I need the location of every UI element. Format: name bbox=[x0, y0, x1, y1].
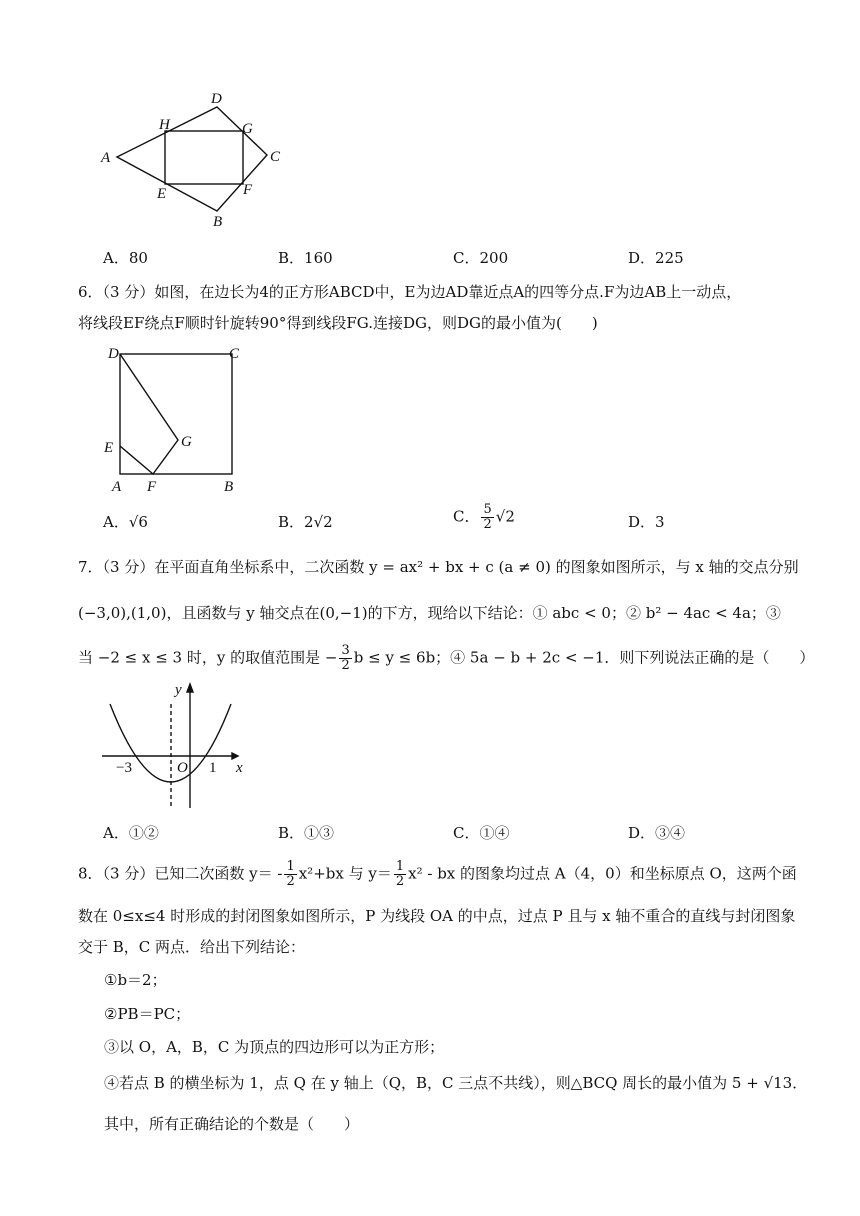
q6-option-c-suffix: √2 bbox=[495, 507, 515, 526]
y-axis-arrow bbox=[187, 684, 193, 692]
q6-text-line1: 6．（3 分）如图，在边长为4的正方形ABCD中，E为边AD靠近点A的四等分点.F为边AB上一动点， bbox=[78, 283, 742, 301]
x-axis-label: x bbox=[236, 760, 243, 776]
tick-neg3: −3 bbox=[116, 760, 132, 776]
q6-text-line2: 将线段EF绕点F顺时针旋转90°得到线段FG.连接DG，则DG的最小值为( ) bbox=[78, 314, 598, 332]
fraction-denominator: 2 bbox=[483, 517, 492, 532]
tick-1: 1 bbox=[209, 760, 217, 776]
q8-conclusion-2: ②PB＝PC； bbox=[104, 1005, 191, 1023]
square-figure bbox=[100, 342, 250, 492]
label-G: G bbox=[242, 121, 253, 137]
segments-e-f-g-d bbox=[120, 354, 178, 474]
label-B: B bbox=[224, 479, 234, 492]
fraction bbox=[394, 860, 406, 889]
q7-text-line2: (−3,0),(1,0)，且函数与 y 轴交点在(0,−1)的下方，现给以下结论：① abc < 0；② b² − 4ac < 4a；③ bbox=[78, 604, 781, 622]
fraction-denominator: 2 bbox=[286, 874, 295, 889]
fraction-denominator: 2 bbox=[395, 874, 405, 889]
q6-option-d[interactable]: D．3 bbox=[628, 513, 665, 531]
label-E: E bbox=[157, 186, 167, 202]
square-abcd bbox=[120, 354, 232, 474]
origin-label: O bbox=[177, 760, 188, 776]
label-D: D bbox=[211, 91, 222, 107]
label-C: C bbox=[270, 149, 281, 165]
q8-text-line3: 交于 B，C 两点．给出下列结论： bbox=[78, 938, 306, 956]
q8-conclusion-3: ③以 O，A，B，C 为顶点的四边形可以为正方形； bbox=[104, 1038, 445, 1056]
label-F: F bbox=[243, 182, 253, 198]
q8-conclusion-1: ①b＝2； bbox=[104, 971, 167, 989]
label-H: H bbox=[159, 117, 170, 133]
label-E: E bbox=[104, 440, 114, 456]
fraction-numerator: 1 bbox=[395, 859, 405, 874]
q8-line1-part-b: x²+bx 与 y＝ bbox=[298, 864, 392, 883]
fraction-numerator: 3 bbox=[341, 643, 350, 658]
q7-line3-suffix: b ≤ y ≤ 6b；④ 5a − b + 2c < −1．则下列说法正确的是（ ） bbox=[353, 648, 815, 667]
q7-text-line3 bbox=[78, 644, 814, 673]
q8-text-line1 bbox=[78, 860, 797, 889]
q5-option-c[interactable]: C．200 bbox=[453, 249, 509, 267]
q8-text-line2: 数在 0≤x≤4 时形成的封闭图象如图所示，P 为线段 OA 的中点，过点 P 且与 x 轴不重合的直线与封闭图象 bbox=[78, 907, 796, 925]
q6-option-c[interactable] bbox=[453, 503, 515, 532]
label-C: C bbox=[229, 346, 240, 362]
q6-option-c-prefix: C． bbox=[453, 507, 480, 526]
q5-option-b[interactable]: B．160 bbox=[278, 249, 333, 267]
q7-line3-prefix: 当 −2 ≤ x ≤ 3 时，y 的取值范围是 − bbox=[78, 648, 338, 667]
fraction-denominator: 2 bbox=[341, 658, 350, 673]
fraction bbox=[284, 860, 296, 889]
q8-question-stem: 其中，所有正确结论的个数是（ ） bbox=[104, 1115, 360, 1133]
parabola-graph bbox=[100, 680, 250, 810]
label-G: G bbox=[181, 434, 192, 450]
label-B: B bbox=[213, 214, 223, 230]
fraction-numerator: 5 bbox=[483, 502, 492, 517]
q5-option-d[interactable]: D．225 bbox=[628, 249, 684, 267]
q8-conclusion-4: ④若点 B 的横坐标为 1，点 Q 在 y 轴上（Q，B，C 三点不共线），则△BCQ 周长的最小值为 5 + √13． bbox=[104, 1074, 808, 1092]
q7-option-c[interactable]: C．①④ bbox=[453, 824, 510, 842]
fraction bbox=[481, 503, 493, 532]
fraction bbox=[339, 644, 351, 673]
q6-option-b[interactable]: B．2√2 bbox=[278, 513, 333, 531]
label-A: A bbox=[101, 150, 111, 166]
quadrilateral-figure bbox=[95, 85, 305, 230]
y-axis-label: y bbox=[175, 682, 182, 698]
label-D: D bbox=[108, 346, 119, 362]
q7-option-a[interactable]: A．①② bbox=[103, 824, 159, 842]
q8-line1-part-c: x² - bx 的图象均过点 A（4，0）和坐标原点 O，这两个函 bbox=[408, 864, 797, 883]
q5-option-a[interactable]: A．80 bbox=[103, 249, 148, 267]
label-A: A bbox=[112, 479, 122, 492]
q7-option-d[interactable]: D．③④ bbox=[628, 824, 686, 842]
x-axis-arrow bbox=[232, 753, 238, 759]
q7-text-line1: 7．（3 分）在平面直角坐标系中，二次函数 y = ax² + bx + c (a ≠ 0) 的图象如图所示，与 x 轴的交点分别 bbox=[78, 558, 799, 576]
q6-option-a[interactable]: A．√6 bbox=[103, 513, 148, 531]
inner-rectangle bbox=[165, 131, 243, 184]
q8-line1-part-a: 8．（3 分）已知二次函数 y＝ - bbox=[78, 864, 283, 883]
fraction-numerator: 1 bbox=[286, 859, 295, 874]
label-F: F bbox=[147, 479, 157, 492]
q7-option-b[interactable]: B．①③ bbox=[278, 824, 335, 842]
